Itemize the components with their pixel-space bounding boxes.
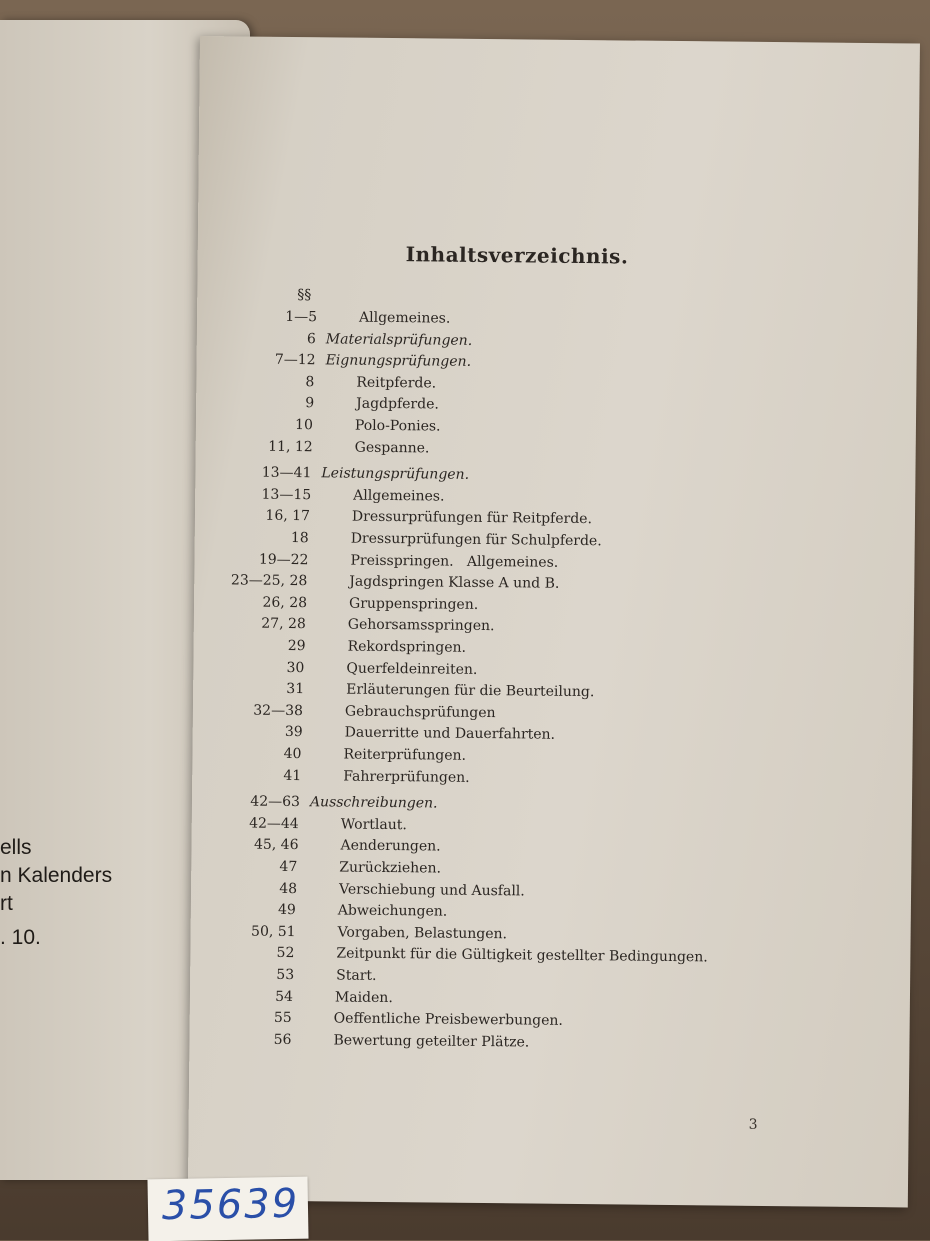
toc-paragraph-number: 26, 28: [262, 594, 308, 611]
toc-paragraph-number: 30: [286, 659, 305, 676]
left-page-fragment: . 10.: [0, 926, 41, 949]
toc-row: [197, 330, 897, 349]
toc-row: [196, 438, 896, 457]
toc-entry-text: Allgemeines.: [358, 309, 451, 327]
toc-entry-text: Zeitpunkt für die Gültigkeit gestellter Bedingungen.: [336, 945, 708, 966]
toc-row: [190, 944, 890, 966]
toc-row: [194, 572, 894, 592]
right-page: [188, 36, 920, 1207]
toc-row: [191, 901, 891, 920]
toc-entry-text: Gruppenspringen.: [348, 595, 479, 613]
toc-row: [192, 815, 892, 834]
toc-row: [190, 966, 890, 984]
toc-paragraph-number: 40: [283, 745, 302, 763]
left-page-fragment: rt: [0, 892, 13, 915]
toc-row: [194, 615, 894, 635]
toc-paragraph-number: 42—44: [249, 815, 299, 832]
toc-entry-text: Gehorsamsspringen.: [347, 616, 495, 635]
toc-paragraph-number: 19—22: [258, 551, 309, 568]
toc-paragraph-number: 41: [283, 767, 302, 784]
sticker-number: 35639: [161, 1180, 300, 1230]
toc-paragraph-number: 13—41: [261, 464, 312, 482]
toc-entry-text: Polo-Ponies.: [354, 417, 441, 435]
toc-entry-text: Preisspringen. Allgemeines.: [350, 552, 559, 571]
toc-row: [196, 373, 896, 392]
toc-row: [197, 351, 897, 371]
toc-paragraph-number: 54: [275, 988, 294, 1005]
toc-paragraph-number: 8: [305, 373, 315, 391]
toc-row: [195, 529, 895, 550]
toc-entry-text: Gespanne.: [354, 439, 430, 457]
toc-paragraph-number: 31: [286, 681, 305, 698]
toc-entry-text: Allgemeines.: [353, 487, 445, 505]
toc-entry-text: Reitpferde.: [356, 374, 437, 392]
toc-row: [190, 1009, 890, 1030]
toc-paragraph-number: 50, 51: [251, 923, 296, 940]
toc-row: [195, 551, 895, 571]
toc-row: [192, 836, 892, 855]
left-page-fragment: n Kalenders: [0, 864, 113, 887]
toc-row: [190, 988, 890, 1006]
toc-row: [197, 308, 897, 327]
toc-entry-text: Dauerritte und Dauerfahrten.: [344, 724, 556, 744]
toc-paragraph-number: 13—15: [261, 486, 312, 503]
toc-entry-text: Querfeldeinreiten.: [346, 660, 478, 678]
left-page-fragment: ells: [0, 836, 32, 859]
toc-row: [195, 507, 895, 528]
toc-entry-text: Dressurprüfungen für Reitpferde.: [351, 509, 593, 528]
toc-entry-text: Start.: [336, 967, 377, 984]
toc-entry-text: Vorgaben, Belastungen.: [337, 924, 508, 943]
toc-row: [196, 416, 896, 435]
toc-entry-text: Oeffentliche Preisbewerbungen.: [333, 1010, 563, 1030]
toc-entry-text: Erläuterungen für die Beurteilung.: [346, 681, 595, 701]
toc-entry-text: Verschiebung und Ausfall.: [338, 881, 525, 900]
toc-row: [190, 1031, 890, 1051]
toc-paragraph-number: 49: [277, 902, 296, 919]
toc-entry-text: Dressurprüfungen für Schulpferde.: [350, 530, 602, 550]
toc-row: [193, 723, 893, 744]
toc-paragraph-number: 16, 17: [265, 508, 311, 525]
toc-section-heading: Ausschreibungen.: [309, 794, 438, 812]
toc-paragraph-number: 53: [276, 966, 295, 984]
toc-paragraph-number: 29: [287, 637, 306, 655]
toc-row: [192, 793, 892, 812]
toc-row: [193, 702, 893, 721]
toc-row: [196, 394, 896, 413]
toc-entry-text: Rekordspringen.: [347, 638, 467, 656]
toc-row: [194, 594, 894, 613]
toc-paragraph-number: 56: [273, 1031, 292, 1048]
toc-paragraph-number: 55: [273, 1010, 292, 1027]
toc-row: [196, 464, 896, 484]
toc-section-heading: Eignungsprüfungen.: [325, 352, 472, 371]
toc-section-heading: Leistungsprüfungen.: [321, 465, 470, 484]
toc-entry-text: Maiden.: [334, 989, 393, 1006]
toc-entry-text: Aenderungen.: [340, 837, 441, 855]
toc-paragraph-number: 45, 46: [253, 837, 299, 854]
toc-row: [193, 659, 893, 678]
toc-row: [193, 680, 893, 701]
toc-row: [195, 486, 895, 505]
toc-paragraph-number: 48: [279, 880, 298, 897]
toc-paragraph-number: 18: [290, 529, 309, 547]
toc-row: [193, 745, 893, 764]
toc-row: [191, 858, 891, 877]
toc-paragraph-number: 10: [295, 417, 314, 434]
page-number: 3: [748, 1116, 758, 1133]
toc-row: [194, 637, 894, 656]
toc-paragraph-number: 6: [306, 330, 316, 347]
toc-paragraph-number: 23—25, 28: [230, 572, 308, 590]
toc-entry-text: Jagdpferde.: [356, 396, 439, 413]
toc-paragraph-number: 11, 12: [268, 438, 313, 455]
toc-entry-text: Bewertung geteilter Plätze.: [333, 1032, 530, 1051]
toc-row: [192, 767, 892, 786]
toc-row: [191, 880, 891, 900]
toc-entry-text: Reiterprüfungen.: [343, 746, 467, 764]
toc-entry-text: Gebrauchsprüfungen: [344, 703, 496, 721]
toc-paragraph-number: 1—5: [285, 308, 318, 326]
toc-paragraph-number: 9: [305, 395, 315, 412]
toc-entry-text: Jagdspringen Klasse A und B.: [349, 573, 560, 592]
section-symbol-header: §§: [297, 287, 312, 304]
toc-entry-text: Fahrerprüfungen.: [343, 768, 470, 786]
toc-paragraph-number: 47: [279, 858, 298, 876]
toc-paragraph-number: 32—38: [253, 702, 304, 719]
toc-entry-text: Wortlaut.: [340, 816, 407, 834]
toc-section-heading: Materialsprüfungen.: [325, 330, 473, 349]
toc-paragraph-number: 7—12: [274, 351, 316, 369]
toc-paragraph-number: 42—63: [250, 793, 301, 811]
toc-paragraph-number: 27, 28: [261, 616, 306, 633]
toc-entry-text: Abweichungen.: [337, 902, 448, 920]
toc-entry-text: Zurückziehen.: [339, 859, 442, 877]
page-title: Inhaltsverzeichnis.: [405, 242, 629, 269]
toc-paragraph-number: 52: [276, 945, 295, 962]
toc-paragraph-number: 39: [284, 724, 303, 741]
library-sticker: [147, 1177, 308, 1241]
toc-row: [191, 923, 891, 943]
